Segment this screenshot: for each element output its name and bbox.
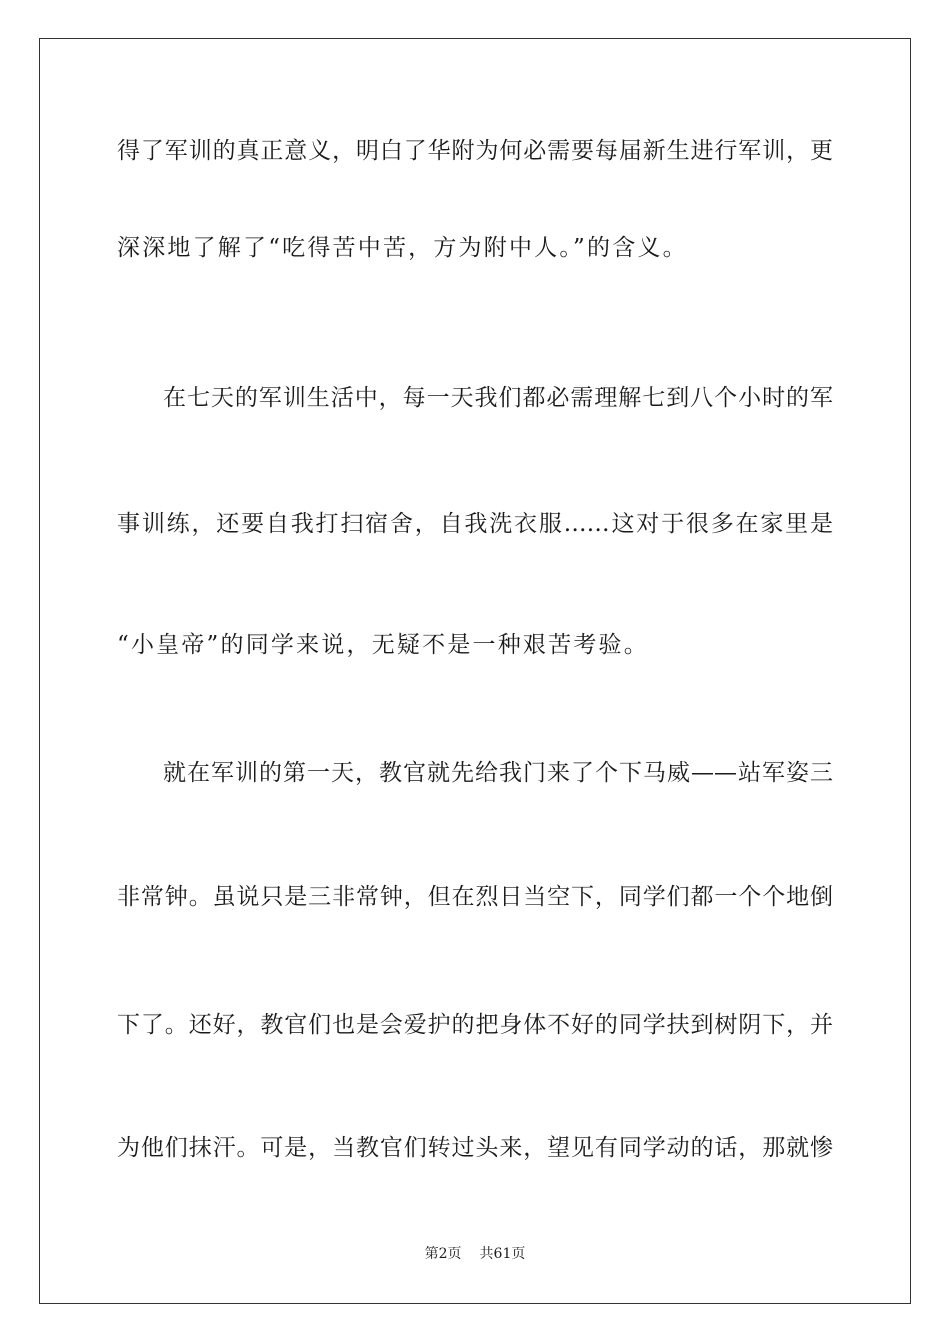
page-footer xyxy=(0,1245,950,1263)
page-total: 共61页 xyxy=(479,1246,526,1262)
page-number: 第2页 xyxy=(424,1246,462,1262)
paragraph-line: 事训练，还要自我打扫宿舍，自我洗衣服……这对于很多在家里是 xyxy=(117,511,833,537)
paragraph-line: 得了军训的真正意义，明白了华附为何必需要每届新生进行军训，更 xyxy=(117,138,833,164)
paragraph-line: 为他们抹汗。可是，当教官们转过头来，望见有同学动的话，那就惨 xyxy=(117,1135,833,1161)
paragraph-line: 深深地了解了“吃得苦中苦，方为附中人。”的含义。 xyxy=(117,235,688,261)
paragraph-line: “小皇帝”的同学来说，无疑不是一种艰苦考验。 xyxy=(117,632,649,658)
paragraph-line: 下了。还好，教官们也是会爱护的把身体不好的同学扶到树阴下，并 xyxy=(117,1012,833,1038)
paragraph-line: 非常钟。虽说只是三非常钟，但在烈日当空下，同学们都一个个地倒 xyxy=(117,884,833,910)
paragraph-line: 就在军训的第一天，教官就先给我门来了个下马威——站军姿三 xyxy=(163,760,833,786)
paragraph-line: 在七天的军训生活中，每一天我们都必需理解七到八个小时的军 xyxy=(163,385,833,411)
page-border xyxy=(39,38,911,1304)
